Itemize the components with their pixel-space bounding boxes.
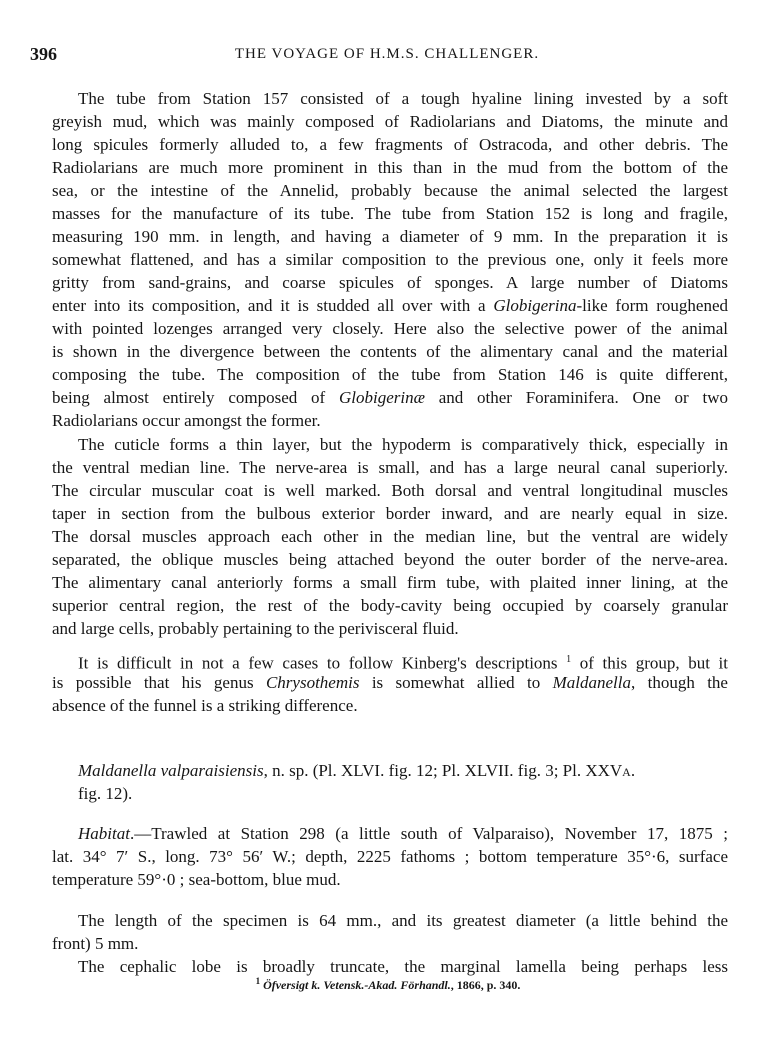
text-line: superior central region, the rest of the body-cavity being occupied by coarsely granular <box>52 596 728 615</box>
text-line: sea, or the intestine of the Annelid, probably because the animal selected the largest <box>52 181 728 200</box>
text-line: taper in section from the bulbous exterior border inward, and are nearly equal in size. <box>52 504 728 523</box>
text-line: temperature 59°·0 ; sea-bottom, blue mud. <box>52 870 341 889</box>
text-line: Radiolarians occur amongst the former. <box>52 411 321 430</box>
text-line: fig. 12). <box>78 784 133 803</box>
text-line: measuring 190 mm. in length, and having a diameter of 9 mm. In the preparation it is <box>52 227 728 246</box>
text-line: being almost entirely composed of Globigerinæ and other Foraminifera. One or two <box>52 388 728 407</box>
text-line: lat. 34° 7′ S., long. 73° 56′ W.; depth, 2225 fathoms ; bottom temperature 35°·6, surface <box>52 847 728 866</box>
running-title: THE VOYAGE OF H.M.S. CHALLENGER. <box>234 46 540 62</box>
text-line: Maldanella valparaisiensis, n. sp. (Pl. XLVI. fig. 12; Pl. XLVII. fig. 3; Pl. XXVA. <box>78 761 636 780</box>
text-line: The alimentary canal anteriorly forms a small firm tube, with plaited inner lining, at the <box>52 573 728 592</box>
text-line: with pointed lozenges arranged very closely. Here also the selective power of the animal <box>52 319 728 338</box>
text-line: separated, the oblique muscles being attached beyond the outer border of the nerve-area. <box>52 550 728 569</box>
species-name: Maldanella valparaisiensis <box>78 761 264 780</box>
text-line: The dorsal muscles approach each other in the median line, but the ventral are widely <box>52 527 728 546</box>
text-line: Habitat.—Trawled at Station 298 (a little south of Valparaiso), November 17, 1875 ; <box>78 824 728 843</box>
text-line: composing the tube. The composition of the tube from Station 146 is quite different, <box>52 365 728 384</box>
page-header <box>30 44 744 68</box>
text-line: is shown in the divergence between the contents of the alimentary canal and the material <box>52 342 728 361</box>
text-line: It is difficult in not a few cases to follow Kinberg's descriptions $^1$ of this group, but it <box>78 653 728 673</box>
cephalic-paragraph: The cephalic lobe is broadly truncate, the marginal lamella being perhaps less <box>78 957 728 976</box>
text-line: The circular muscular coat is well marked. Both dorsal and ventral longitudinal muscles <box>52 481 728 500</box>
footnote: $^1$ Öfversigt k. Vetensk.-Akad. Förhandl., 1866, p. 340. <box>255 976 521 992</box>
footnote-ref: 1 <box>566 654 572 665</box>
text-line: and large cells, probably pertaining to the perivisceral fluid. <box>52 619 459 638</box>
text-line: somewhat flattened, and has a similar composition to the previous one, only it feels more <box>52 250 728 269</box>
text-line: enter into its composition, and it is studded all over with a Globigerina-like form roughened <box>52 296 729 315</box>
text-line: The cuticle forms a thin layer, but the hypoderm is comparatively thick, especially in <box>78 435 728 454</box>
text-line: The tube from Station 157 consisted of a tough hyaline lining invested by a soft <box>78 89 728 108</box>
text-line: gritty from sand-grains, and coarse spicules of sponges. A large number of Diatoms <box>52 273 728 292</box>
text-line: long spicules formerly alluded to, a few fragments of Ostracoda, and other debris. The <box>52 135 728 154</box>
text-line: front) 5 mm. <box>52 934 139 953</box>
text-line: Radiolarians are much more prominent in this than in the mud from the bottom of the <box>52 158 728 177</box>
text-line: the ventral median line. The nerve-area is small, and has a large neural canal superiorly. <box>52 458 728 477</box>
text-line: The length of the specimen is 64 mm., and its greatest diameter (a little behind the <box>78 911 728 930</box>
habitat-label: Habitat <box>78 824 130 843</box>
text-line: is possible that his genus Chrysothemis is somewhat allied to Maldanella, though the <box>52 673 728 692</box>
page-number: 396 <box>30 44 57 64</box>
text-line: absence of the funnel is a striking difference. <box>52 696 358 715</box>
text-line: greyish mud, which was mainly composed of Radiolarians and Diatoms, the minute and <box>52 112 728 131</box>
text-line: masses for the manufacture of its tube. The tube from Station 152 is long and fragile, <box>52 204 728 223</box>
